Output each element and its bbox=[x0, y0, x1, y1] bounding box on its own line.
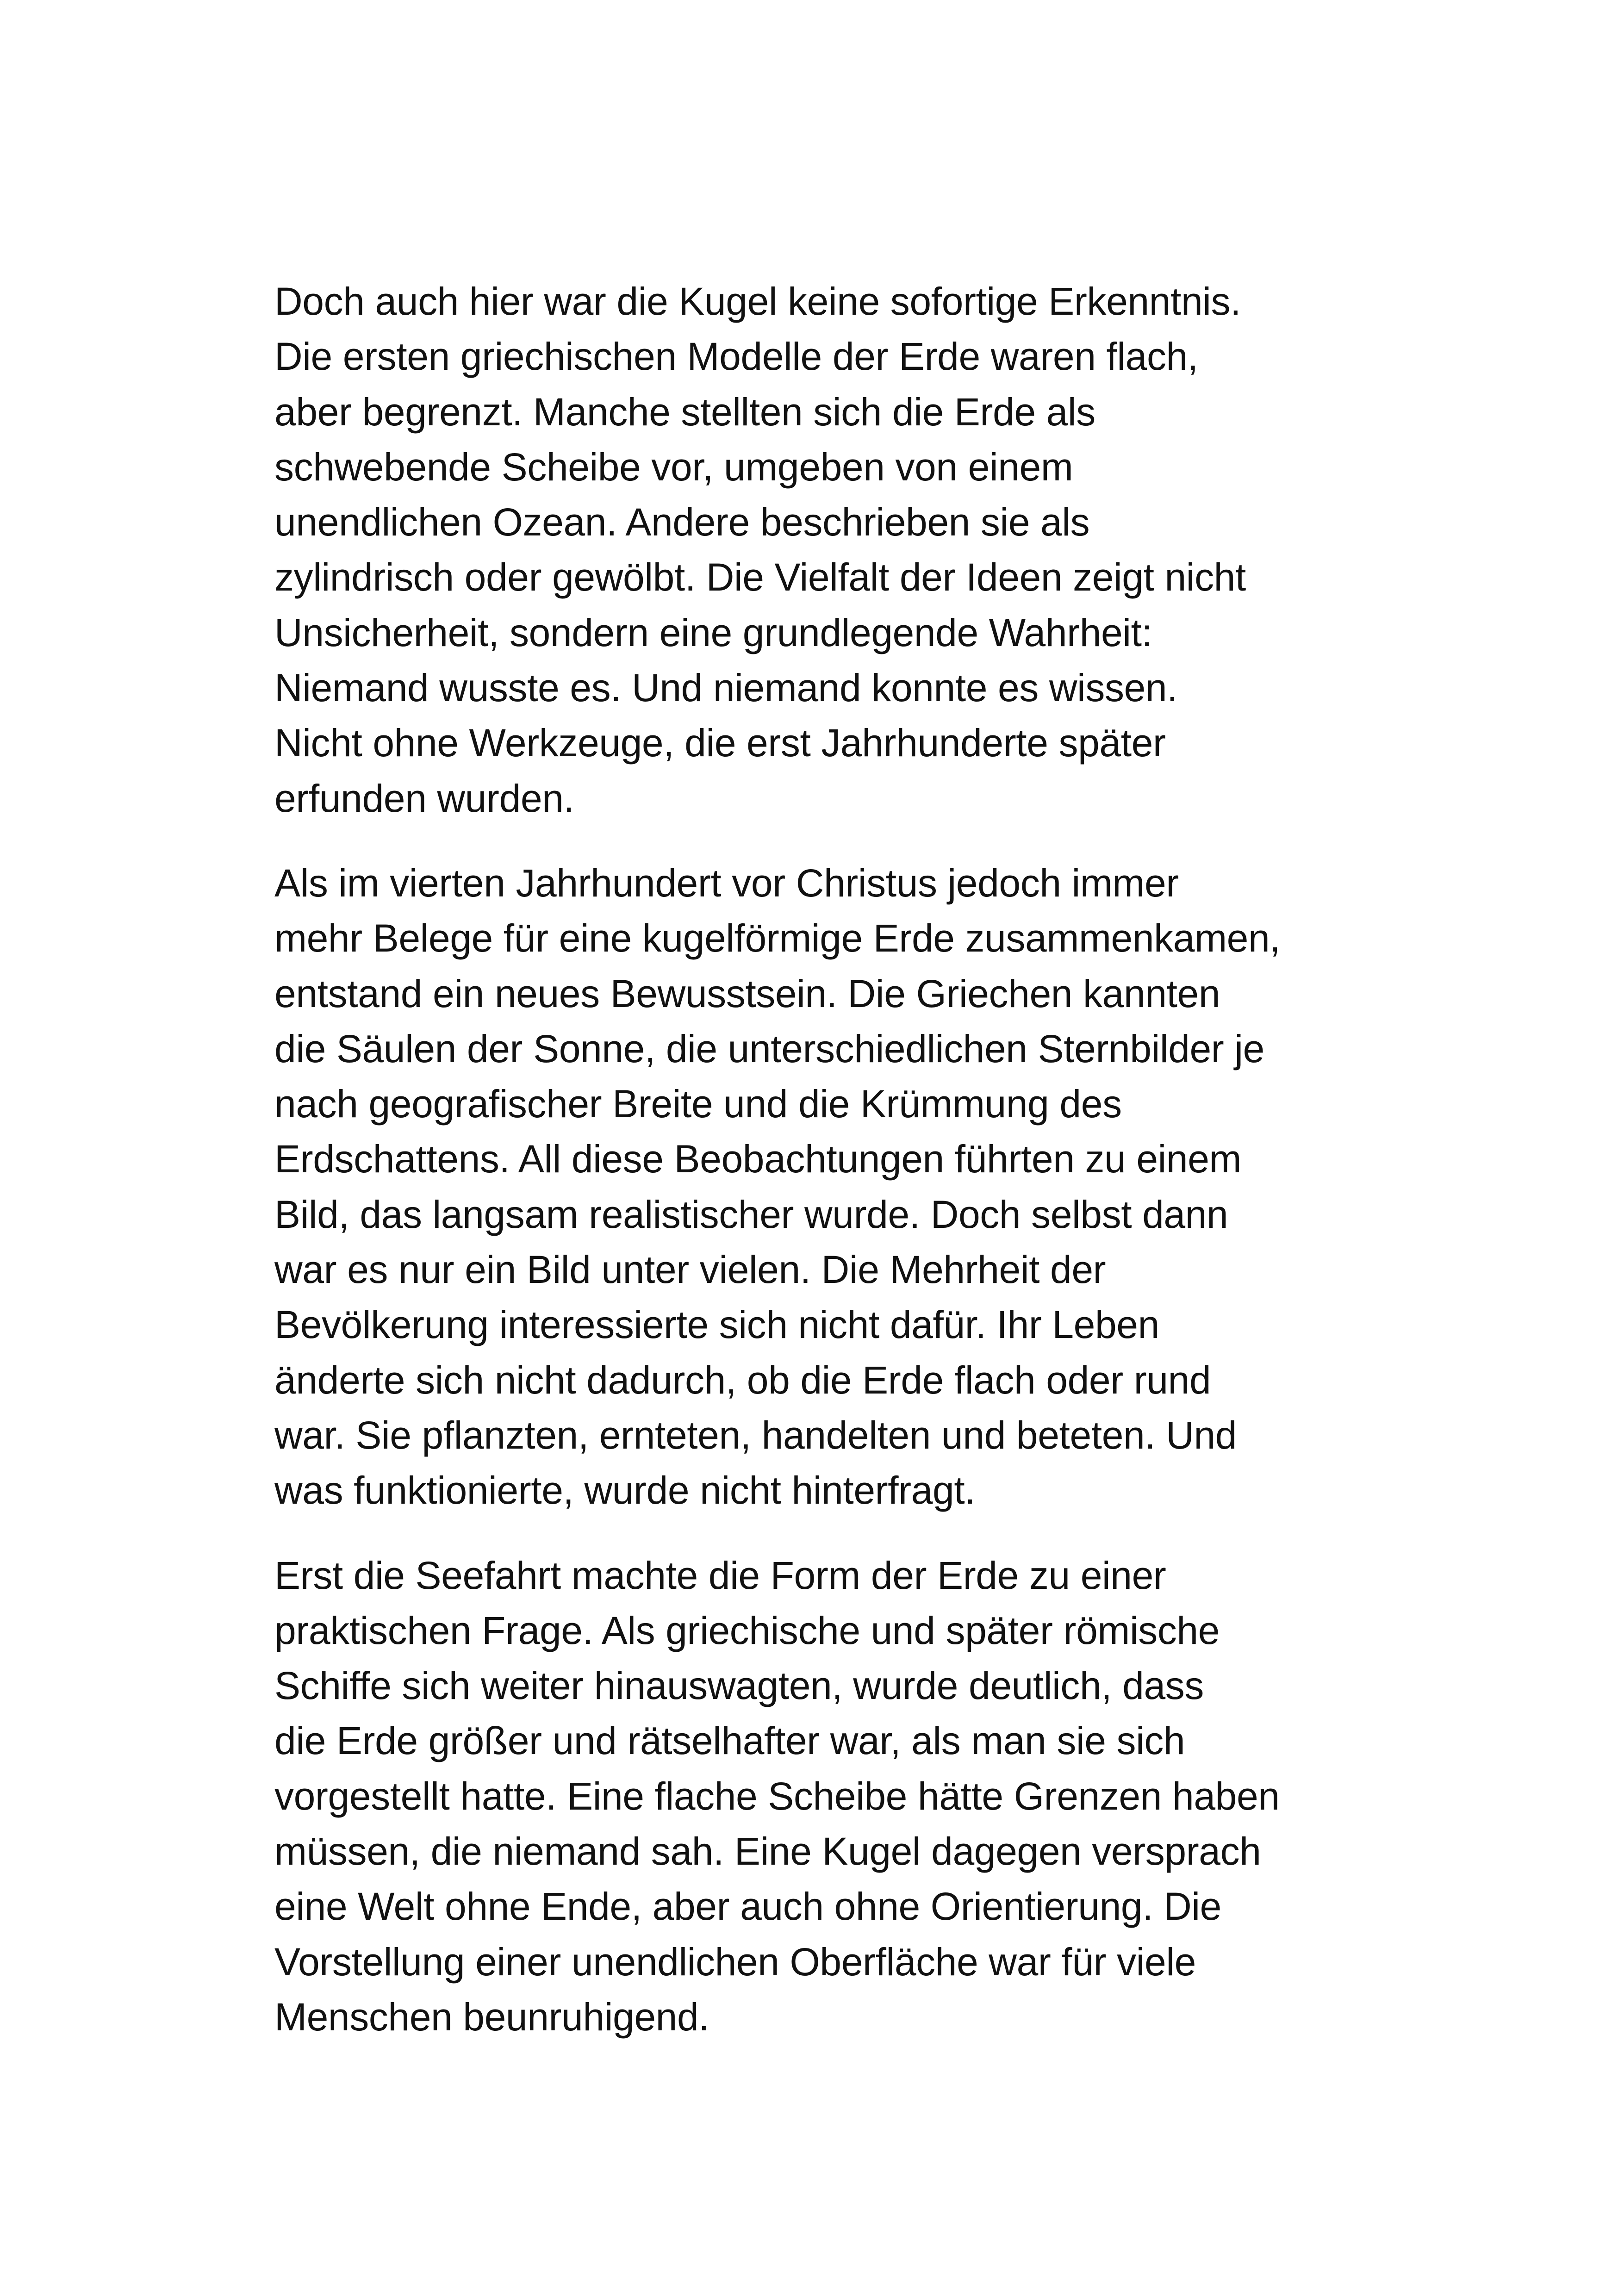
text-line: die Erde größer und rätselhafter war, als man sie sich bbox=[274, 1719, 1185, 1763]
text-line: war. Sie pflanzten, ernteten, handelten und beteten. Und bbox=[274, 1413, 1237, 1457]
text-line: Menschen beunruhigend. bbox=[274, 1995, 709, 2039]
text-line: vorgestellt hatte. Eine flache Scheibe hätte Grenzen haben bbox=[274, 1774, 1280, 1818]
text-line: Erst die Seefahrt machte die Form der Erde zu einer bbox=[274, 1553, 1166, 1597]
text-line: Die ersten griechischen Modelle der Erde waren flach, bbox=[274, 335, 1198, 379]
paragraph-1 bbox=[274, 274, 1376, 826]
text-line: Niemand wusste es. Und niemand konnte es wissen. bbox=[274, 666, 1178, 710]
text-line: Als im vierten Jahrhundert vor Christus jedoch immer bbox=[274, 861, 1179, 905]
text-line: Erdschattens. All diese Beobachtungen führten zu einem bbox=[274, 1137, 1242, 1181]
text-line: mehr Belege für eine kugelförmige Erde zusammenkamen, bbox=[274, 916, 1281, 960]
text-line: Unsicherheit, sondern eine grundlegende Wahrheit: bbox=[274, 610, 1152, 654]
text-line: schwebende Scheibe vor, umgeben von einem bbox=[274, 445, 1073, 489]
text-line: Bild, das langsam realistischer wurde. Doch selbst dann bbox=[274, 1192, 1228, 1236]
text-line: Nicht ohne Werkzeuge, die erst Jahrhunderte später bbox=[274, 721, 1166, 765]
paragraph-3 bbox=[274, 1548, 1376, 2045]
text-line: änderte sich nicht dadurch, ob die Erde flach oder rund bbox=[274, 1358, 1211, 1402]
text-line: aber begrenzt. Manche stellten sich die Erde als bbox=[274, 390, 1095, 434]
text-line: war es nur ein Bild unter vielen. Die Mehrheit der bbox=[274, 1248, 1106, 1292]
text-line: entstand ein neues Bewusstsein. Die Griechen kannten bbox=[274, 971, 1220, 1015]
text-line: müssen, die niemand sah. Eine Kugel dagegen versprach bbox=[274, 1829, 1261, 1873]
text-line: die Säulen der Sonne, die unterschiedlichen Sternbilder je bbox=[274, 1027, 1264, 1070]
text-line: Bevölkerung interessierte sich nicht dafür. Ihr Leben bbox=[274, 1303, 1159, 1347]
text-line: zylindrisch oder gewölbt. Die Vielfalt der Ideen zeigt nicht bbox=[274, 555, 1246, 599]
text-line: nach geografischer Breite und die Krümmung des bbox=[274, 1082, 1122, 1126]
text-line: Vorstellung einer unendlichen Oberfläche war für viele bbox=[274, 1940, 1196, 1984]
text-line: unendlichen Ozean. Andere beschrieben sie als bbox=[274, 500, 1090, 544]
text-line: eine Welt ohne Ende, aber auch ohne Orientierung. Die bbox=[274, 1885, 1221, 1929]
text-line: praktischen Frage. Als griechische und später römische bbox=[274, 1608, 1220, 1652]
text-line: was funktionierte, wurde nicht hinterfragt. bbox=[274, 1468, 976, 1512]
text-line: Doch auch hier war die Kugel keine sofortige Erkenntnis. bbox=[274, 280, 1241, 323]
text-line: Schiffe sich weiter hinauswagten, wurde deutlich, dass bbox=[274, 1664, 1204, 1708]
paragraph-2 bbox=[274, 856, 1376, 1518]
body-text bbox=[274, 274, 1376, 2045]
text-line: erfunden wurden. bbox=[274, 776, 574, 820]
